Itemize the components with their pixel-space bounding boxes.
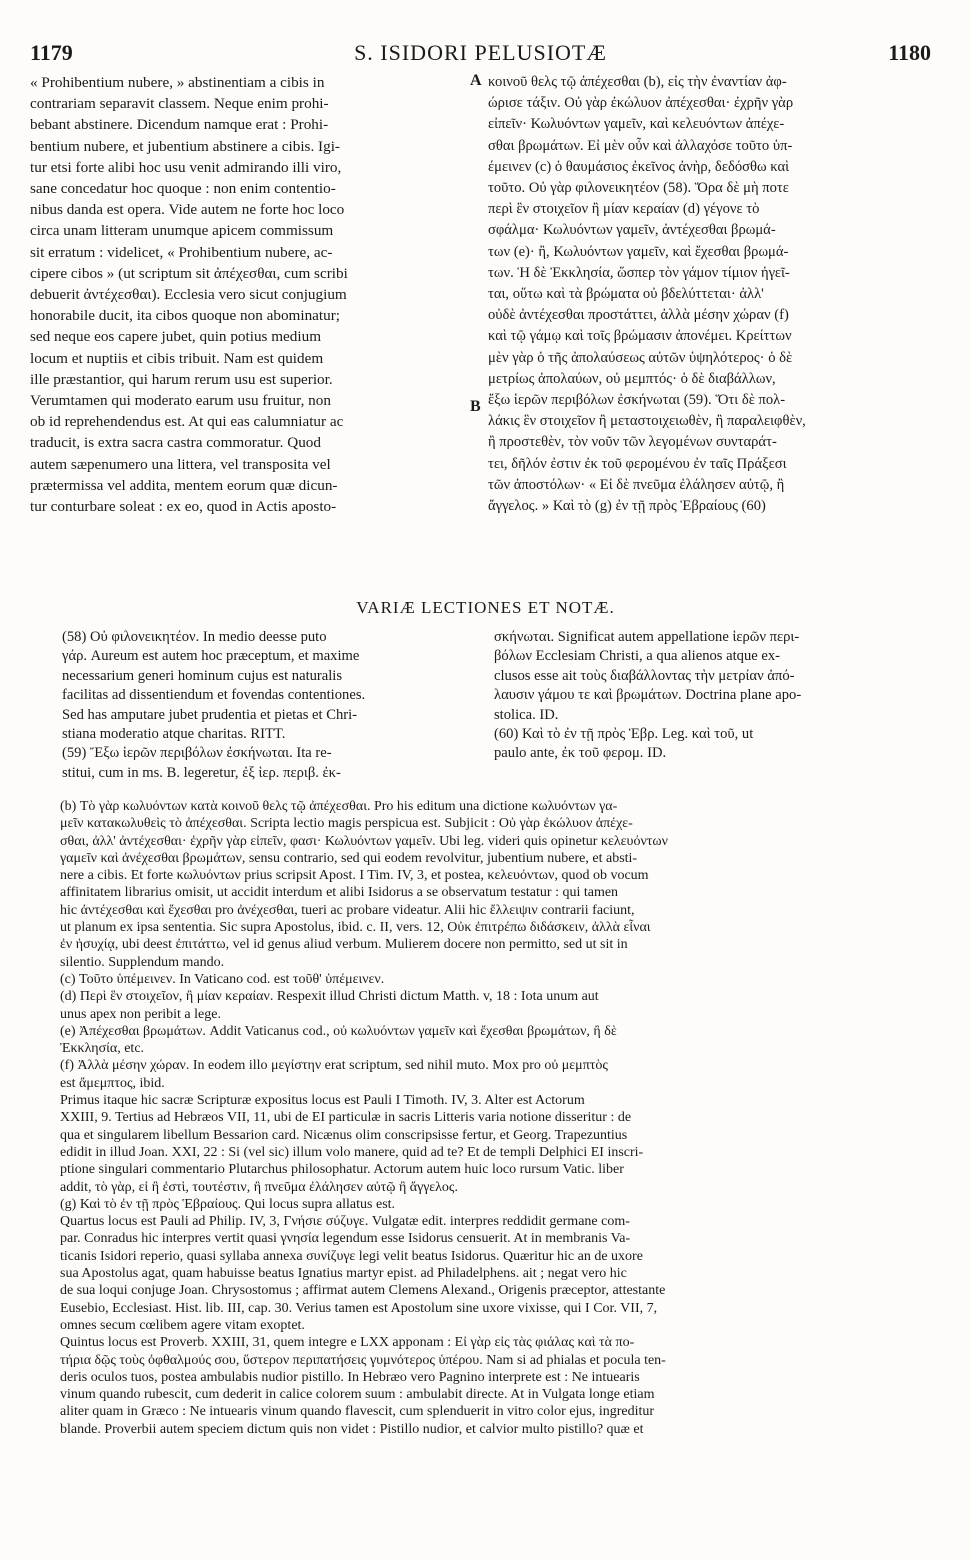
latin-text-line: locum et nuptiis et cibis tribuit. Nam est quidem [30,349,324,367]
latin-text-line: ille præstantior, qui harum rerum usu est superior. [30,370,333,388]
greek-text-line: τῶν ἀποστόλων· « Εἰ δὲ πνεῦμα ἐλάλησεν αὐτῷ, ἢ [488,476,785,493]
footnote-line: sua Apostolus agat, quam habuisse beatus Ignatius martyr epist. ad Philadelphens. ait ; negat vero hic [60,1266,627,1282]
greek-text-line: λάκις ἓν στοιχεῖον ἢ μεταστοιχειωθὲν, ἢ παραλειφθὲν, [488,413,806,430]
greek-text-line: ἔξω ἱερῶν περιβόλων ἐσκήνωται (59). Ὅτι δὲ πολ- [488,392,786,409]
latin-text-line: circa unam litteram unumque apicem commissum [30,222,334,240]
footnote-line: par. Conradus hic interpres vertit quasi γνησία legendum esse Isidorus censuerit. At in membranis Va- [60,1231,631,1247]
latin-text-line: debuerit ἀντέχεσθαι). Ecclesia vero sicut conjugium [30,286,347,304]
footnote-line: XXIII, 9. Tertius ad Hebræos VII, 11, ubi de EI particulæ in sacris Litteris varia notione disseritur : de [60,1110,632,1126]
footnote-line: (f) Ἀλλὰ μέσην χώραν. In eodem illo μεγίστην erat scriptum, sed nihil muto. Mox pro οὐ μεμπτὸς [60,1058,608,1074]
page-number-right: 1180 [888,40,931,65]
note-line: σκήνωται. Significat autem appellatione ἱερῶν περι- [494,629,800,645]
greek-text-line: κοινοῦ θελς τῷ ἀπέχεσθαι (b), εἰς τὴν ἐναντίαν ἀφ- [488,74,787,90]
note-line: facilitas ad dissentiendum et fovendas contentiones. [62,687,366,704]
greek-text-line: των. Ἡ δὲ Ἐκκλησία, ὥσπερ τὸν γάμον τίμιον ἡγεῖ- [488,264,790,281]
latin-text-line: honorabile ducit, ita cibos quoque non abominatur; [30,307,341,325]
greek-text-line: ώρισε τάξιν. Οὐ γὰρ ἐκώλυον ἀπέχεσθαι· ἐχρῆν γὰρ [488,95,794,112]
latin-text-line: sane concedatur hoc quoque : non enim contentio- [30,180,336,198]
greek-text-line: οὐδὲ ἀντέχεσθαι προστάττει, ἀλλὰ μέσην χώραν (f) [488,307,789,324]
footnote-line: (b) Τὸ γὰρ κωλυόντων κατὰ κοινοῦ θελς τῷ ἀπέχεσθαι. Pro his editum una dictione κωλυόντων γα- [60,799,618,814]
note-line: Sed has amputare jubet prudentia et pietas et Chri- [62,706,358,723]
note-line: stiana moderatio atque charitas. RITT. [62,726,286,743]
footnote-line: unus apex non peribit a lege. [60,1006,221,1022]
latin-text-line: tur etsi forte alibi hoc usu venit admirando illi viro, [30,158,342,176]
footnote-line: silentio. Supplendum mando. [60,954,225,970]
footnote-line: nere a cibis. Et forte κωλυόντων prius scripsit Apost. I Tim. IV, 3, et postea, κελευόντων, quod ob vocum [60,868,649,884]
latin-text-line: ob id reprehendendus est. At qui eas calumniatur ac [30,413,344,431]
greek-text-line: σφάλμα· Κωλυόντων γαμεῖν, ἀντέχεσθαι βρωμά- [488,222,776,239]
footnote-line: affinitatem librarius omisit, ut accidit interdum et alibi Isidorus a se observatum testatur : qui tamen [60,885,619,901]
notes-left-column [62,628,477,788]
greek-text-line: εἰπεῖν· Κωλυόντων γαμεῖν, καὶ κελευόντων ἀπέχε- [488,116,785,133]
latin-text-line: cipere cibos » (ut scriptum sit ἀπέχεσθαι, cum scribi [30,264,348,282]
footnote-line: est ἄμεμπτος, ibid. [60,1075,165,1091]
page-number-left: 1179 [30,40,73,65]
latin-text-line: nibus danda est opera. Vide autem ne forte hoc loco [30,201,345,219]
column-marker-a: A [470,72,482,89]
greek-column [488,72,943,592]
footnote-line: ἐν ἡσυχίᾳ, ubi deest ἐπιτάττω, vel id genus aliud verbum. Mulierem docere non permitto, sed ut sit in [60,937,628,953]
note-line: λαυσιν γάμου τε καὶ βρωμάτων. Doctrina plane apo- [494,687,802,704]
latin-text-line: sed neque eos capere jubet, quin potius medium [30,328,322,346]
footnote-line: Eusebio, Ecclesiast. Hist. lib. III, cap. 30. Verius tamen est Apostolum sine uxore vixisse, qui I Cor. VII, 7, [60,1300,658,1316]
note-line: necessarium generi hominum cujus est naturalis [62,667,343,684]
note-line: clusos esse ait τοὺς διαβάλλοντας τὴν μετρίαν ἀπό- [494,667,795,684]
greek-text-line: σθαι βρωμάτων. Εἰ μὲν οὖν καὶ ἀλλαχόσε τοῦτο ὑπ- [488,137,793,154]
footnote-line: (d) Περὶ ἓν στοιχεῖον, ἢ μίαν κεραίαν. Respexit illud Christi dictum Matth. v, 18 : Iota unum aut [60,989,599,1005]
footnote-line: edidit in illud Joan. XXI, 22 : Si (vel sic) illum volo manere, quid ad te? Et de templi Delphici EI inscri- [60,1144,644,1160]
greek-text-line: καὶ τῷ γάμῳ καὶ τοῖς βρώμασιν ἀπονέμει. Κρείττων [488,328,792,345]
notes-right-column [494,628,939,788]
footnote-line: (g) Καὶ τὸ ἐν τῇ πρὸς Ἑβραίους. Qui locus supra allatus est. [60,1196,396,1212]
latin-text-line: autem sæpenumero una littera, vel transposita vel [30,455,331,473]
note-line: βόλων Ecclesiam Christi, a qua alienos atque ex- [494,648,781,665]
footnote-line: ticanis Isidori reperio, quasi syllaba annexa συνίζυγε legi velit beatus Isidorus. Quæritur hic an de uxore [60,1248,643,1264]
footnote-line: (c) Τοῦτο ὑπέμεινεν. In Vaticano cod. est τοῦθ' ὑπέμεινεν. [60,971,385,987]
footnote-line: de sua loqui conjuge Joan. Chrysostomus ; affirmat autem Clemens Alexand., Origenis præceptor, attestante [60,1283,666,1299]
greek-text-line: περὶ ἓν στοιχεῖον ἢ μίαν κεραίαν (d) γέγονε τὸ [488,201,760,218]
footnote-line: addit, τὸ γὰρ, εἰ ἢ ἐστὶ, τουτέστιν, ἢ πνεῦμα ἐλάλησεν αὐτῷ ἢ ἄγγελος. [60,1179,458,1195]
footnote-line: vinum quando rubescit, cum dederit in calice colorem suum : ambulabit directe. At in Vulgata longe etiam [60,1387,655,1403]
note-line: stitui, cum in ms. B. legeretur, ἐξ ἱερ. περιβ. ἐκ- [62,764,341,781]
running-title: S. ISIDORI PELUSIOTÆ [354,40,607,65]
note-line: γάρ. Aureum est autem hoc præceptum, et maxime [62,648,360,665]
footnote-line: blande. Proverbii autem speciem dictum quis non videt : Pistillo nudior, et calvior multo pistillo? quæ et [60,1421,644,1437]
greek-text-line: ἄγγελος. » Καὶ τὸ (g) ἐν τῇ πρὸς Ἑβραίους (60) [488,498,766,515]
footnote-line: ut planum ex ipsa sententia. Sic supra Apostolus, ibid. c. II, vers. 12, Οὐκ ἐπιτρέπω διδάσκειν, ἀλλὰ εἶναι [60,920,651,936]
latin-text-line: « Prohibentium nubere, » abstinentiam a cibis in [30,74,325,91]
footnote-line: omnes secum cœlibem agere vitam exoptet. [60,1317,305,1333]
greek-text-line: των (e)· ἢ, Κωλυόντων γαμεῖν, καὶ ἔχεσθαι βρωμά- [488,243,789,260]
note-line: stolica. ID. [494,706,559,723]
note-line: (58) Οὐ φιλονεικητέον. In medio deesse puto [62,629,327,645]
greek-text-line: μετρίως ἀπολαύων, οὐ μεμπτός· ὁ δὲ διαβάλλων, [488,370,776,387]
column-marker-b: B [470,398,481,415]
latin-text-line: bebant abstinere. Dicendum namque erat : Prohi- [30,116,329,134]
footnote-line: μεῖν κατακωλυθεὶς τὸ ἀπέχεσθαι. Scripta lectio magis perspicua est. Subjicit : Οὐ γὰρ ἐκώλυον ἀπέχε- [60,816,633,832]
latin-text-line: bentium nubere, et jubentium abstinere a cibis. Igi- [30,137,340,155]
running-header [30,40,931,66]
greek-text-line: τει, δῆλόν ἐστιν ἐκ τοῦ φερομένου ἐν ταῖς Πράξεσι [488,455,787,472]
footnote-line: hic ἀντέχεσθαι καὶ ἔχεσθαι pro ἀνέχεσθαι, tueri ac probare videatur. Alii hic ἔλλειψιν contrarii faciunt, [60,902,635,918]
footnote-line: Primus itaque hic sacræ Scripturæ expositus locus est Pauli I Timoth. IV, 3. Alter est Actorum [60,1093,585,1109]
note-line: (60) Καὶ τὸ ἐν τῇ πρὸς Ἑβρ. Leg. καὶ τοῦ, ut [494,726,754,743]
greek-text-line: τοῦτο. Οὐ γὰρ φιλονεικητέον (58). Ὅρα δὲ μὴ ποτε [488,180,789,197]
footnote-line: deris oculos tuos, postea ambulabis nudior pistillo. In Hebræo vero Pagnino interprete est : Ne intuearis [60,1369,640,1385]
latin-text-line: Verumtamen qui moderato earum usu fruitur, non [30,392,331,410]
footnote-line: Ἐκκλησία, etc. [60,1041,145,1057]
footnote-line: aliter quam in Græco : Ne intuearis vinum quando flavescit, cum splenduerit in vitro color ejus, ingreditur [60,1404,655,1420]
footnote-line: Quartus locus est Pauli ad Philip. IV, 3, Γνήσιε σύζυγε. Vulgatæ edit. interpres reddidit germane com- [60,1214,630,1230]
greek-text-line: ται, οὕτω καὶ τὰ βρώματα οὐ βδελύττεται· ἀλλ' [488,286,764,303]
latin-text-line: tur conturbare soleat : ex eo, quod in Actis aposto- [30,498,337,516]
greek-text-line: μὲν γὰρ ὁ τῆς ἀπολαύσεως αὐτῶν ὑψηλότερος· ὁ δὲ [488,349,793,366]
latin-column [30,72,470,592]
footnote-line: γαμεῖν καὶ ἀνέχεσθαι βρωμάτων, sensu contrario, sed qui eodem revolvitur, jubentium nubere, et absti- [60,850,638,866]
footnotes-block [60,798,940,1498]
greek-text-line: έμεινεν (c) ὁ θαυμάσιος ἐκεῖνος ἀνὴρ, δεδόσθω καὶ [488,158,790,175]
footnote-line: qua et singularem libellum Bessarion card. Nicænus olim conscripsisse fertur, et Georg. Trapezuntius [60,1127,628,1143]
latin-text-line: prætermissa vel addita, mentem eorum quæ dicun- [30,476,338,494]
greek-text-line: ἢ προστεθὲν, τὸν νοῦν τῶν λεγομένων συνταράτ- [488,434,777,451]
footnote-line: Quintus locus est Proverb. XXIII, 31, quem integre e LXX apponam : Εἰ γὰρ εἰς τὰς φιάλας καὶ τὰ πο- [60,1335,635,1351]
footnote-line: σθαι, ἀλλ' ἀντέχεσθαι· ἐχρῆν γὰρ εἰπεῖν, φασι· Κωλυόντων γαμεῖν. Ubi leg. videri quis opinetur κελευόντων [60,833,668,849]
section-title: VARIÆ LECTIONES ET NOTÆ. [356,598,615,617]
footnote-line: τήρια δῷς τοὺς ὀφθαλμούς σου, ὕστερον περιπατήσεις γυμνότερος ὑπέρου. Nam si ad phialas et pocula ten- [60,1352,666,1368]
latin-text-line: sit erratum : videlicet, « Prohibentium nubere, ac- [30,243,333,261]
latin-text-line: traducit, is extra sacra castra commoratur. Quod [30,434,321,452]
footnote-line: (e) Ἀπέχεσθαι βρωμάτων. Addit Vaticanus cod., οὐ κωλυόντων γαμεῖν καὶ ἔχεσθαι βρωμάτων, ἢ δὲ [60,1023,617,1039]
note-line: (59) Ἔξω ἱερῶν περιβόλων ἐσκήνωται. Ita re- [62,745,332,762]
latin-text-line: contrariam separavit classem. Neque enim prohi- [30,95,329,113]
note-line: paulo ante, ἐκ τοῦ φερομ. ID. [494,745,667,762]
footnote-line: ptione singulari commentario Plutarchus philosophatur. Actorum autem huic loco rursum Vatic. liber [60,1162,624,1178]
